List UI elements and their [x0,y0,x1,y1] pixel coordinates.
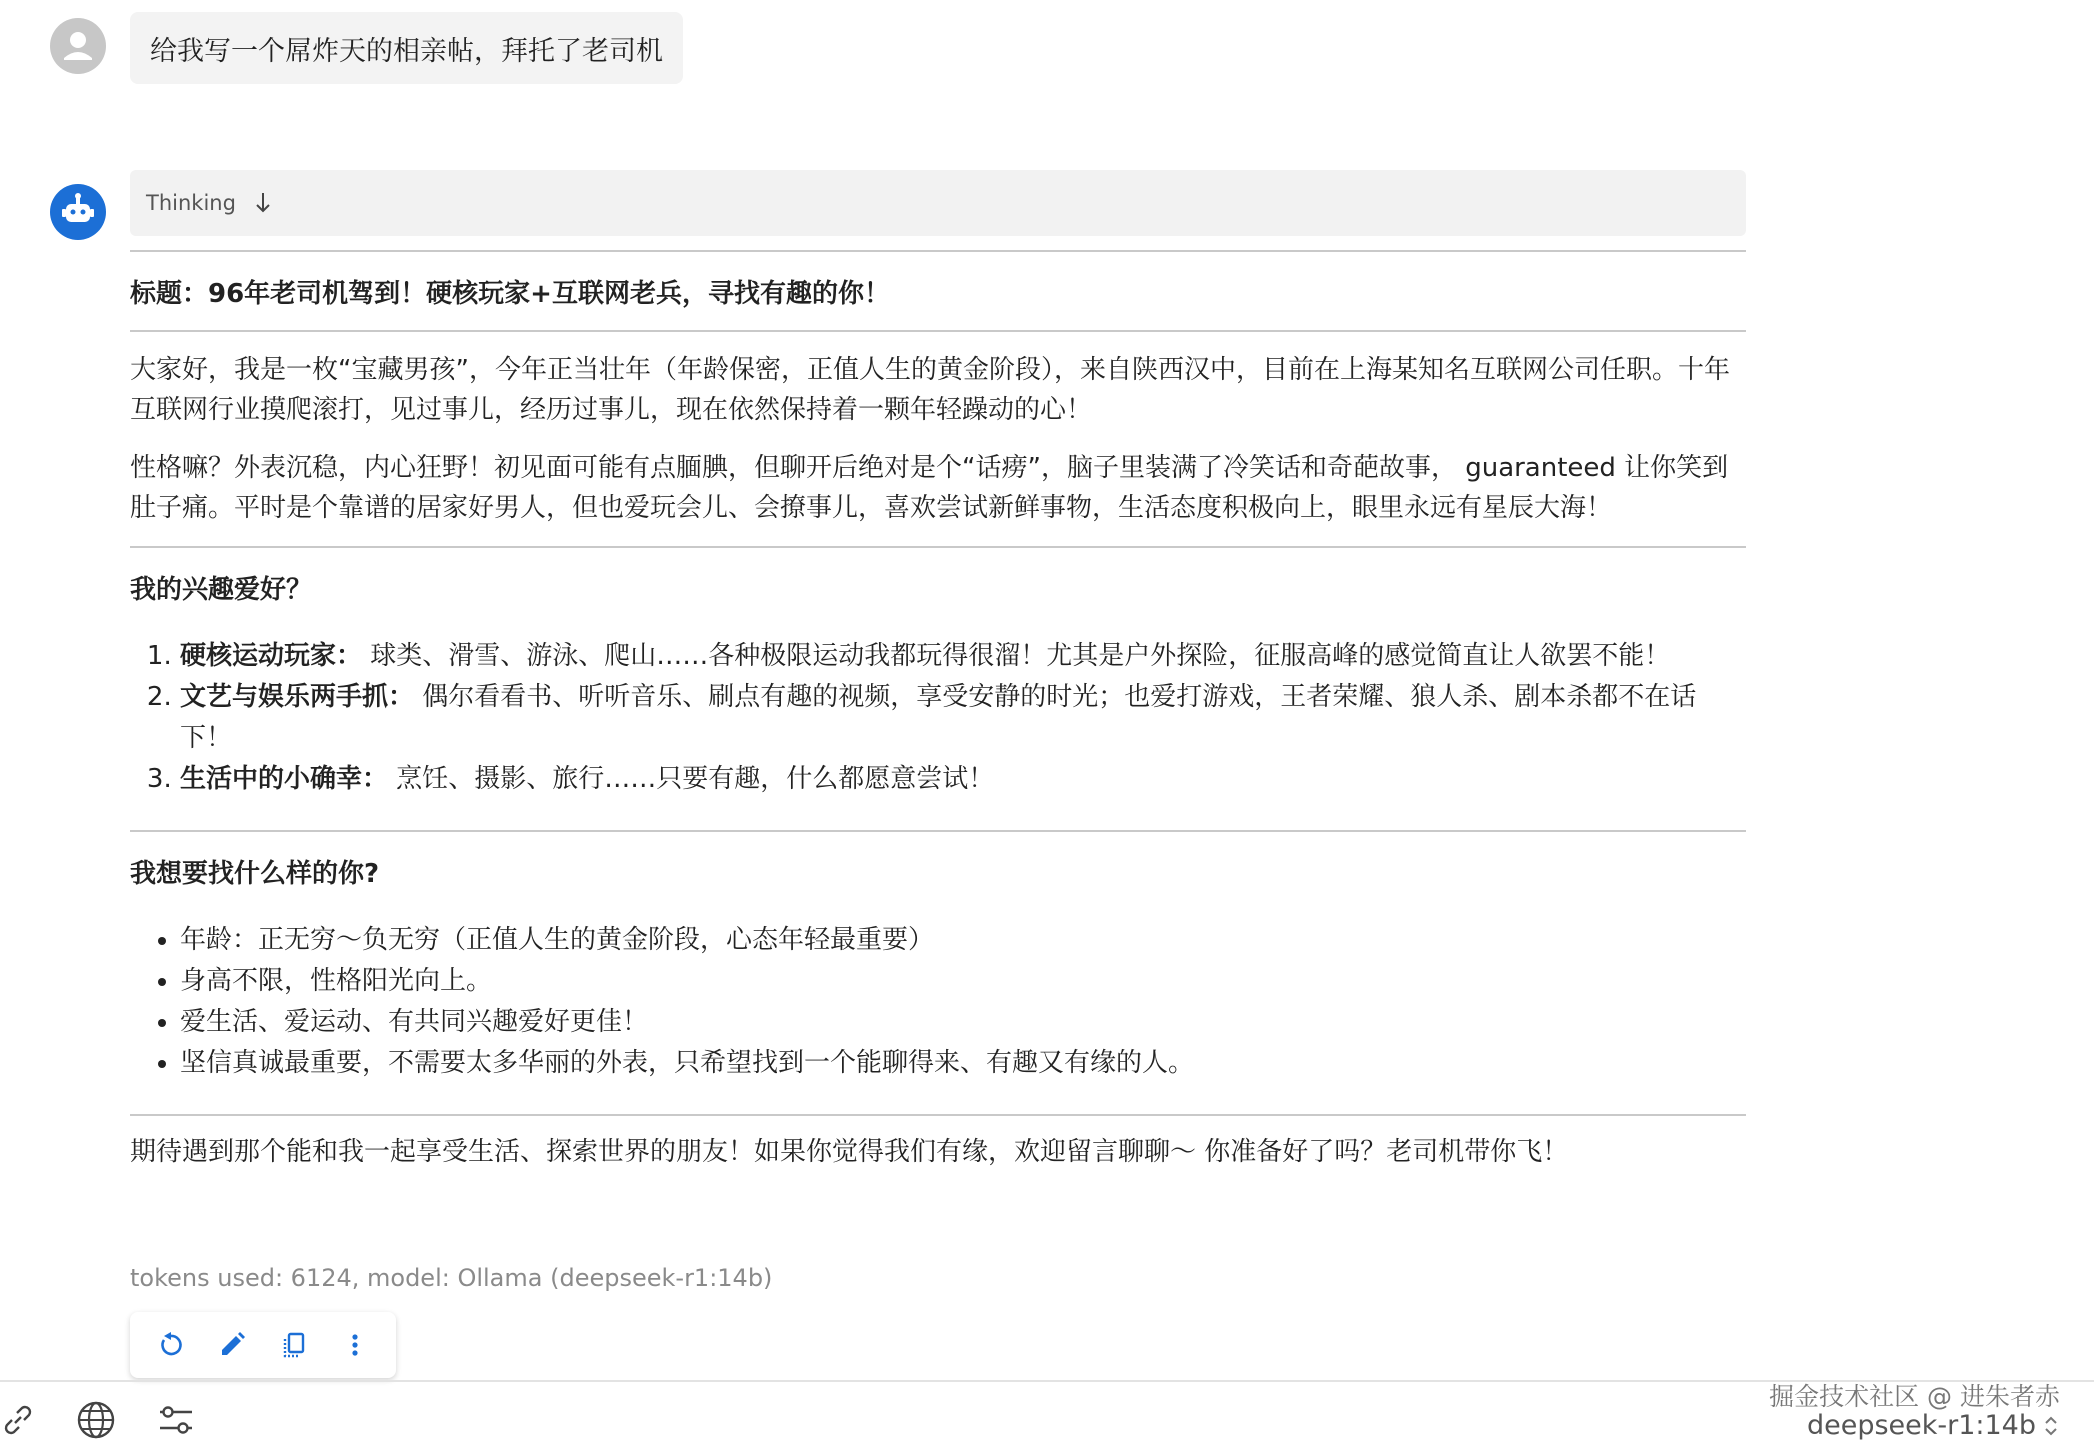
more-options-button[interactable] [335,1325,375,1365]
hobby-text: 球类、滑雪、游泳、爬山……各种极限运动我都玩得很溜！尤其是户外探险，征服高峰的感觉简直让人欲罢不能！ [362,641,1671,671]
globe-icon [75,1399,117,1441]
divider [130,1114,1746,1116]
divider [130,250,1746,252]
thinking-label: Thinking [146,191,236,215]
edit-icon [217,1330,247,1360]
settings-button[interactable] [154,1398,198,1442]
divider [130,546,1746,548]
watermark: 掘金技术社区 @ 进朱者赤 [1769,1382,2060,1411]
hobbies-list [130,636,1746,800]
edit-button[interactable] [212,1325,252,1365]
regenerate-icon [156,1330,186,1360]
user-icon [50,18,106,74]
assistant-avatar [50,184,106,240]
hobby-label: 文艺与娱乐两手抓： [180,682,415,712]
post-title: 标题：96年老司机驾到！硬核玩家+互联网老兵，寻找有趣的你！ [130,279,890,309]
more-vertical-icon [340,1330,370,1360]
hobby-text: 烹饪、摄影、旅行……只要有趣，什么都愿意尝试！ [388,764,995,794]
arrow-down-icon [254,191,272,215]
settings-sliders-icon [156,1400,196,1440]
list-item: • 年龄：正无穷～负无穷（正值人生的黄金阶段，心态年轻最重要） [180,920,1746,961]
copy-button[interactable] [274,1325,314,1365]
model-selector[interactable] [1807,1410,2060,1441]
user-message-bubble [130,12,683,84]
list-item: • 坚信真诚最重要，不需要太多华丽的外表，只希望找到一个能聊得来、有趣又有缘的人。 [180,1043,1746,1084]
hobbies-heading: 我的兴趣爱好？ [130,575,313,605]
list-item [180,759,1746,800]
seeking-list [130,920,1746,1084]
seeking-heading: 我想要找什么样的你? [130,859,380,889]
hobby-text: 偶尔看看书、听听音乐、刷点有趣的视频，享受安静的时光；也爱打游戏，王者荣耀、狼人杀、剧本杀都不在话下！ [180,682,1697,753]
hobby-label: 硬核运动玩家： [180,641,363,671]
link-button[interactable] [0,1398,40,1442]
link-icon [0,1400,38,1440]
divider [130,830,1746,832]
thinking-toggle[interactable] [130,170,1746,236]
assistant-message [130,250,1746,1172]
list-item: • 爱生活、爱运动、有共同兴趣爱好更佳！ [180,1002,1746,1043]
regenerate-button[interactable] [151,1325,191,1365]
divider [130,330,1746,332]
hobby-label: 生活中的小确幸： [180,764,389,794]
robot-icon [50,184,106,240]
model-selector-label: deepseek-r1:14b [1806,1410,2036,1441]
chevron-up-down-icon [2042,1413,2060,1439]
tokens-info: tokens used: 6124, model: Ollama (deepseek-r1:14b) [130,1264,773,1292]
message-actions-toolbar [130,1312,396,1378]
user-avatar [50,18,106,74]
copy-icon [279,1330,309,1360]
list-item [180,677,1746,759]
user-message-text: 给我写一个屌炸天的相亲帖，拜托了老司机 [150,35,663,67]
list-item: • 身高不限，性格阳光向上。 [180,961,1746,1002]
list-item [180,636,1746,677]
web-search-button[interactable] [74,1398,118,1442]
intro-paragraph-2: 性格嘛？外表沉稳，内心狂野！初见面可能有点腼腆，但聊开后绝对是个“话痨”，脑子里装满了冷笑话和奇葩故事， guaranteed 让你笑到肚子痛。平时是个靠谱的居家好男人，但也爱玩会儿、会撩事儿，喜欢尝试新鲜事物，生活态度积极向上，眼里永远有星辰大海！ [130,453,1729,523]
closing-paragraph: 期待遇到那个能和我一起享受生活、探索世界的朋友！如果你觉得我们有缘，欢迎留言聊聊～ 你准备好了吗？老司机带你飞！ [130,1137,1569,1167]
intro-paragraph-1: 大家好，我是一枚“宝藏男孩”，今年正当壮年（年龄保密，正值人生的黄金阶段），来自陕西汉中，目前在上海某知名互联网公司任职。十年互联网行业摸爬滚打，见过事儿，经历过事儿，现在依然保持着一颗年轻躁动的心！ [130,355,1730,425]
